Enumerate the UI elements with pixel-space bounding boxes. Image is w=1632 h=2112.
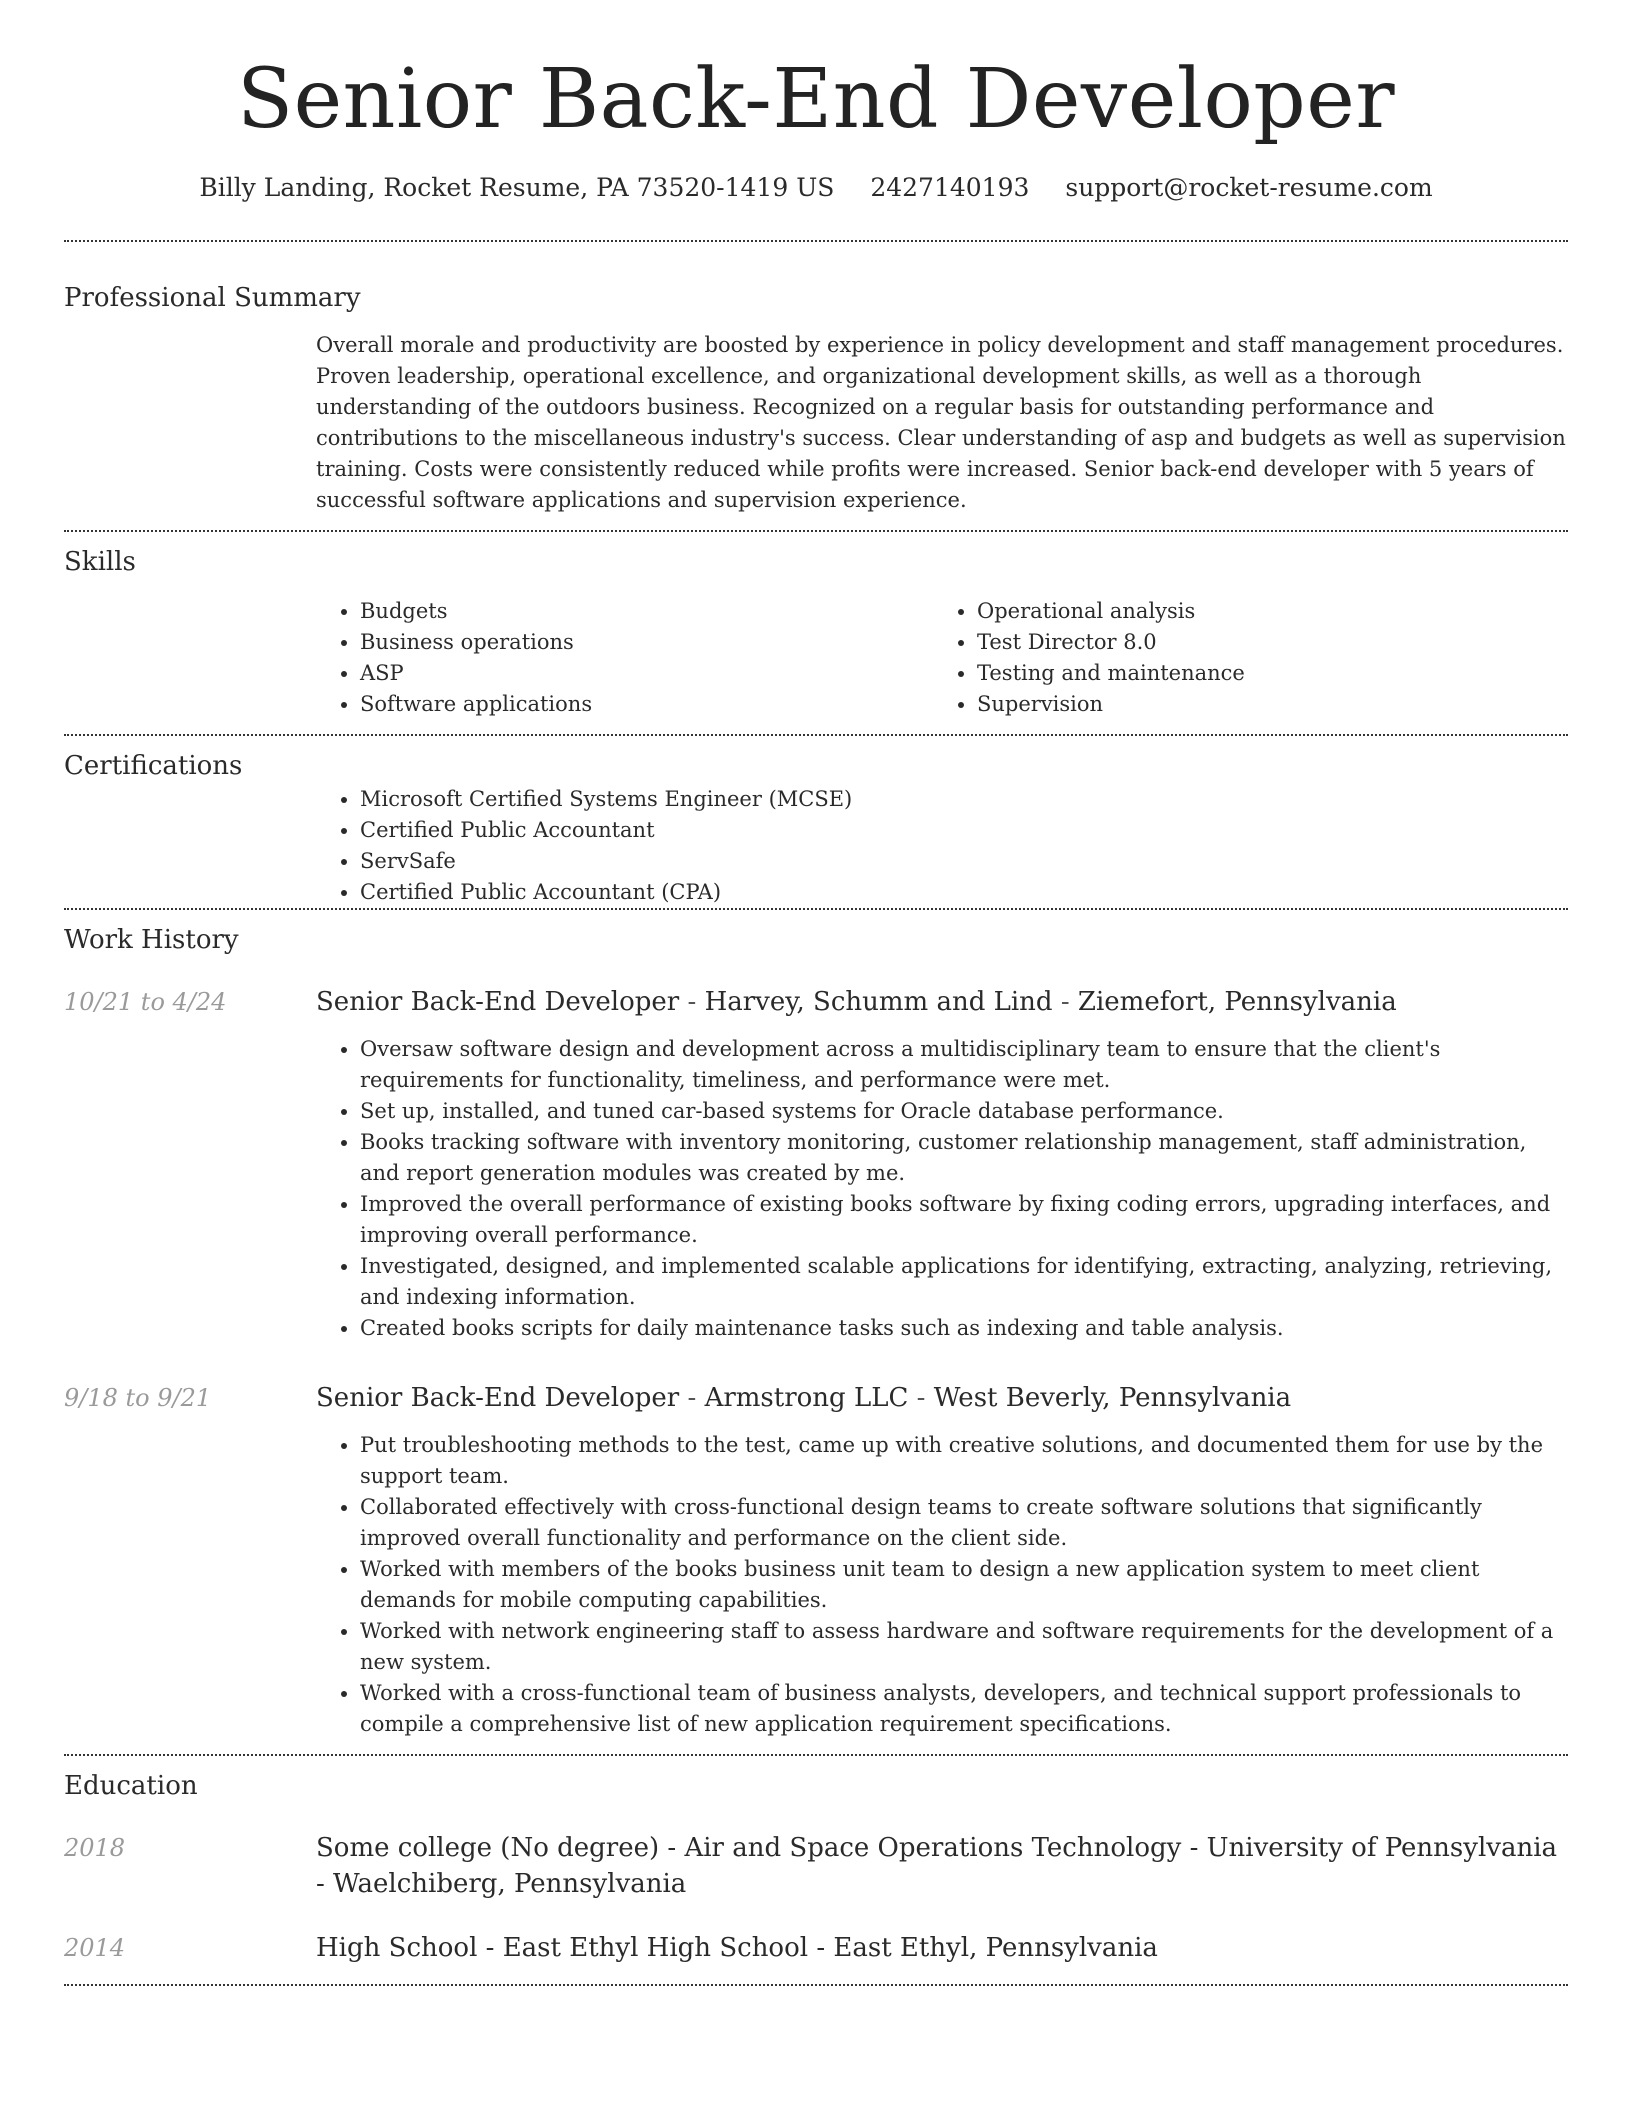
education-year: 2014 [64,1934,126,1962]
summary-text: Overall morale and productivity are boosted by experience in policy development and staff management procedures. Proven leadership, operational excellence, and organizational development skills, as well as a thorough understanding of the outdoors business. Recognized on a regular basis for outstanding performance and contributions to the miscellaneous industry's success. Clear understanding of asp and budgets as well as supervision training. Costs were consistently reduced while profits were increased. Senior back-end developer with 5 years of successful software applications and supervision experience. [316,333,1566,512]
job-bullet: • Put troubleshooting methods to the test, came up with creative solutions, and documented them for use by the support team. [360,1430,1568,1492]
job-company: Harvey, Schumm and Lind [704,987,1053,1017]
contact-email: support@rocket-resume.com [1065,173,1433,202]
section-title-skills: Skills [64,547,136,577]
job-company: Armstrong LLC [704,1383,909,1413]
job-entry [64,984,1568,1344]
skill-item: • ASP [360,658,933,689]
education-details: High School - East Ethyl High School - East Ethyl, Pennsylvania [316,1933,1158,1963]
skills-section [64,532,1568,720]
skill-item: • Budgets [360,596,933,627]
education-entry [64,1930,1568,1966]
contact-line [64,170,1568,206]
skill-item: • Test Director 8.0 [977,627,1550,658]
job-heading [316,1380,1568,1416]
skill-item: • Testing and maintenance [977,658,1550,689]
job-separator: - [1052,987,1078,1017]
job-bullet: • Worked with members of the books business unit team to design a new application system to meet client demands for mobile computing capabilities. [360,1554,1568,1616]
education-year: 2018 [64,1834,126,1862]
job-bullet: • Oversaw software design and development across a multidisciplinary team to ensure that the client's requirements for functionality, timeliness, and performance were met. [360,1034,1568,1096]
certifications-section [64,736,1568,908]
job-bullet: • Improved the overall performance of existing books software by fixing coding errors, upgrading interfaces, and improving overall performance. [360,1189,1568,1251]
job-bullet: • Created books scripts for daily maintenance tasks such as indexing and table analysis. [360,1313,1568,1344]
section-title-certifications: Certifications [64,751,243,781]
skill-item: • Supervision [977,689,1550,720]
job-bullet: • Set up, installed, and tuned car-based systems for Oracle database performance. [360,1096,1568,1127]
work-history-section [64,910,1568,1754]
education-section [64,1756,1568,1984]
job-title: Senior Back-End Developer [316,1383,680,1413]
skills-list-left [316,596,933,720]
job-bullets [316,1430,1568,1740]
job-bullets [316,1034,1568,1344]
section-title-work-history: Work History [64,925,239,955]
skill-item: • Software applications [360,689,933,720]
summary-section [64,242,1568,516]
job-location: Ziemefort, Pennsylvania [1077,987,1397,1017]
resume-name: Senior Back-End Developer [236,52,1396,147]
section-title-summary: Professional Summary [64,283,361,313]
certifications-list [316,784,1568,908]
contact-phone: 2427140193 [870,173,1030,202]
skills-grid [316,596,1568,720]
job-dates: 10/21 to 4/24 [64,988,227,1016]
job-bullet: • Collaborated effectively with cross-functional design teams to create software solutions that significantly improved overall functionality and performance on the client side. [360,1492,1568,1554]
job-title: Senior Back-End Developer [316,987,680,1017]
job-bullet: • Worked with network engineering staff to assess hardware and software requirements for the development of a new system. [360,1616,1568,1678]
certification-item: • ServSafe [360,846,1568,877]
certification-item: • Microsoft Certified Systems Engineer (MCSE) [360,784,1568,815]
education-details: Some college (No degree) - Air and Space Operations Technology - University of Pennsylvania - Waelchiberg, Pennsylvania [316,1833,1558,1899]
job-bullet: • Worked with a cross-functional team of business analysts, developers, and technical support professionals to compile a comprehensive list of new application requirement specifications. [360,1678,1568,1740]
job-separator: - [679,987,705,1017]
skill-item: • Business operations [360,627,933,658]
job-separator: - [908,1383,934,1413]
certification-item: • Certified Public Accountant (CPA) [360,877,1568,908]
skill-item: • Operational analysis [977,596,1550,627]
job-heading [316,984,1568,1020]
job-bullet: • Investigated, designed, and implemented scalable applications for identifying, extracting, analyzing, retrieving, and indexing information. [360,1251,1568,1313]
job-separator: - [679,1383,705,1413]
certification-item: • Certified Public Accountant [360,815,1568,846]
divider [64,1984,1568,1986]
job-location: West Beverly, Pennsylvania [933,1383,1292,1413]
contact-address: Billy Landing, Rocket Resume, PA 73520-1419 US [199,173,835,202]
job-entry [64,1380,1568,1740]
education-entry [64,1830,1568,1902]
job-bullet: • Books tracking software with inventory monitoring, customer relationship management, staff administration, and report generation modules was created by me. [360,1127,1568,1189]
skills-list-right [933,596,1550,720]
job-dates: 9/18 to 9/21 [64,1384,212,1412]
section-title-education: Education [64,1771,198,1801]
